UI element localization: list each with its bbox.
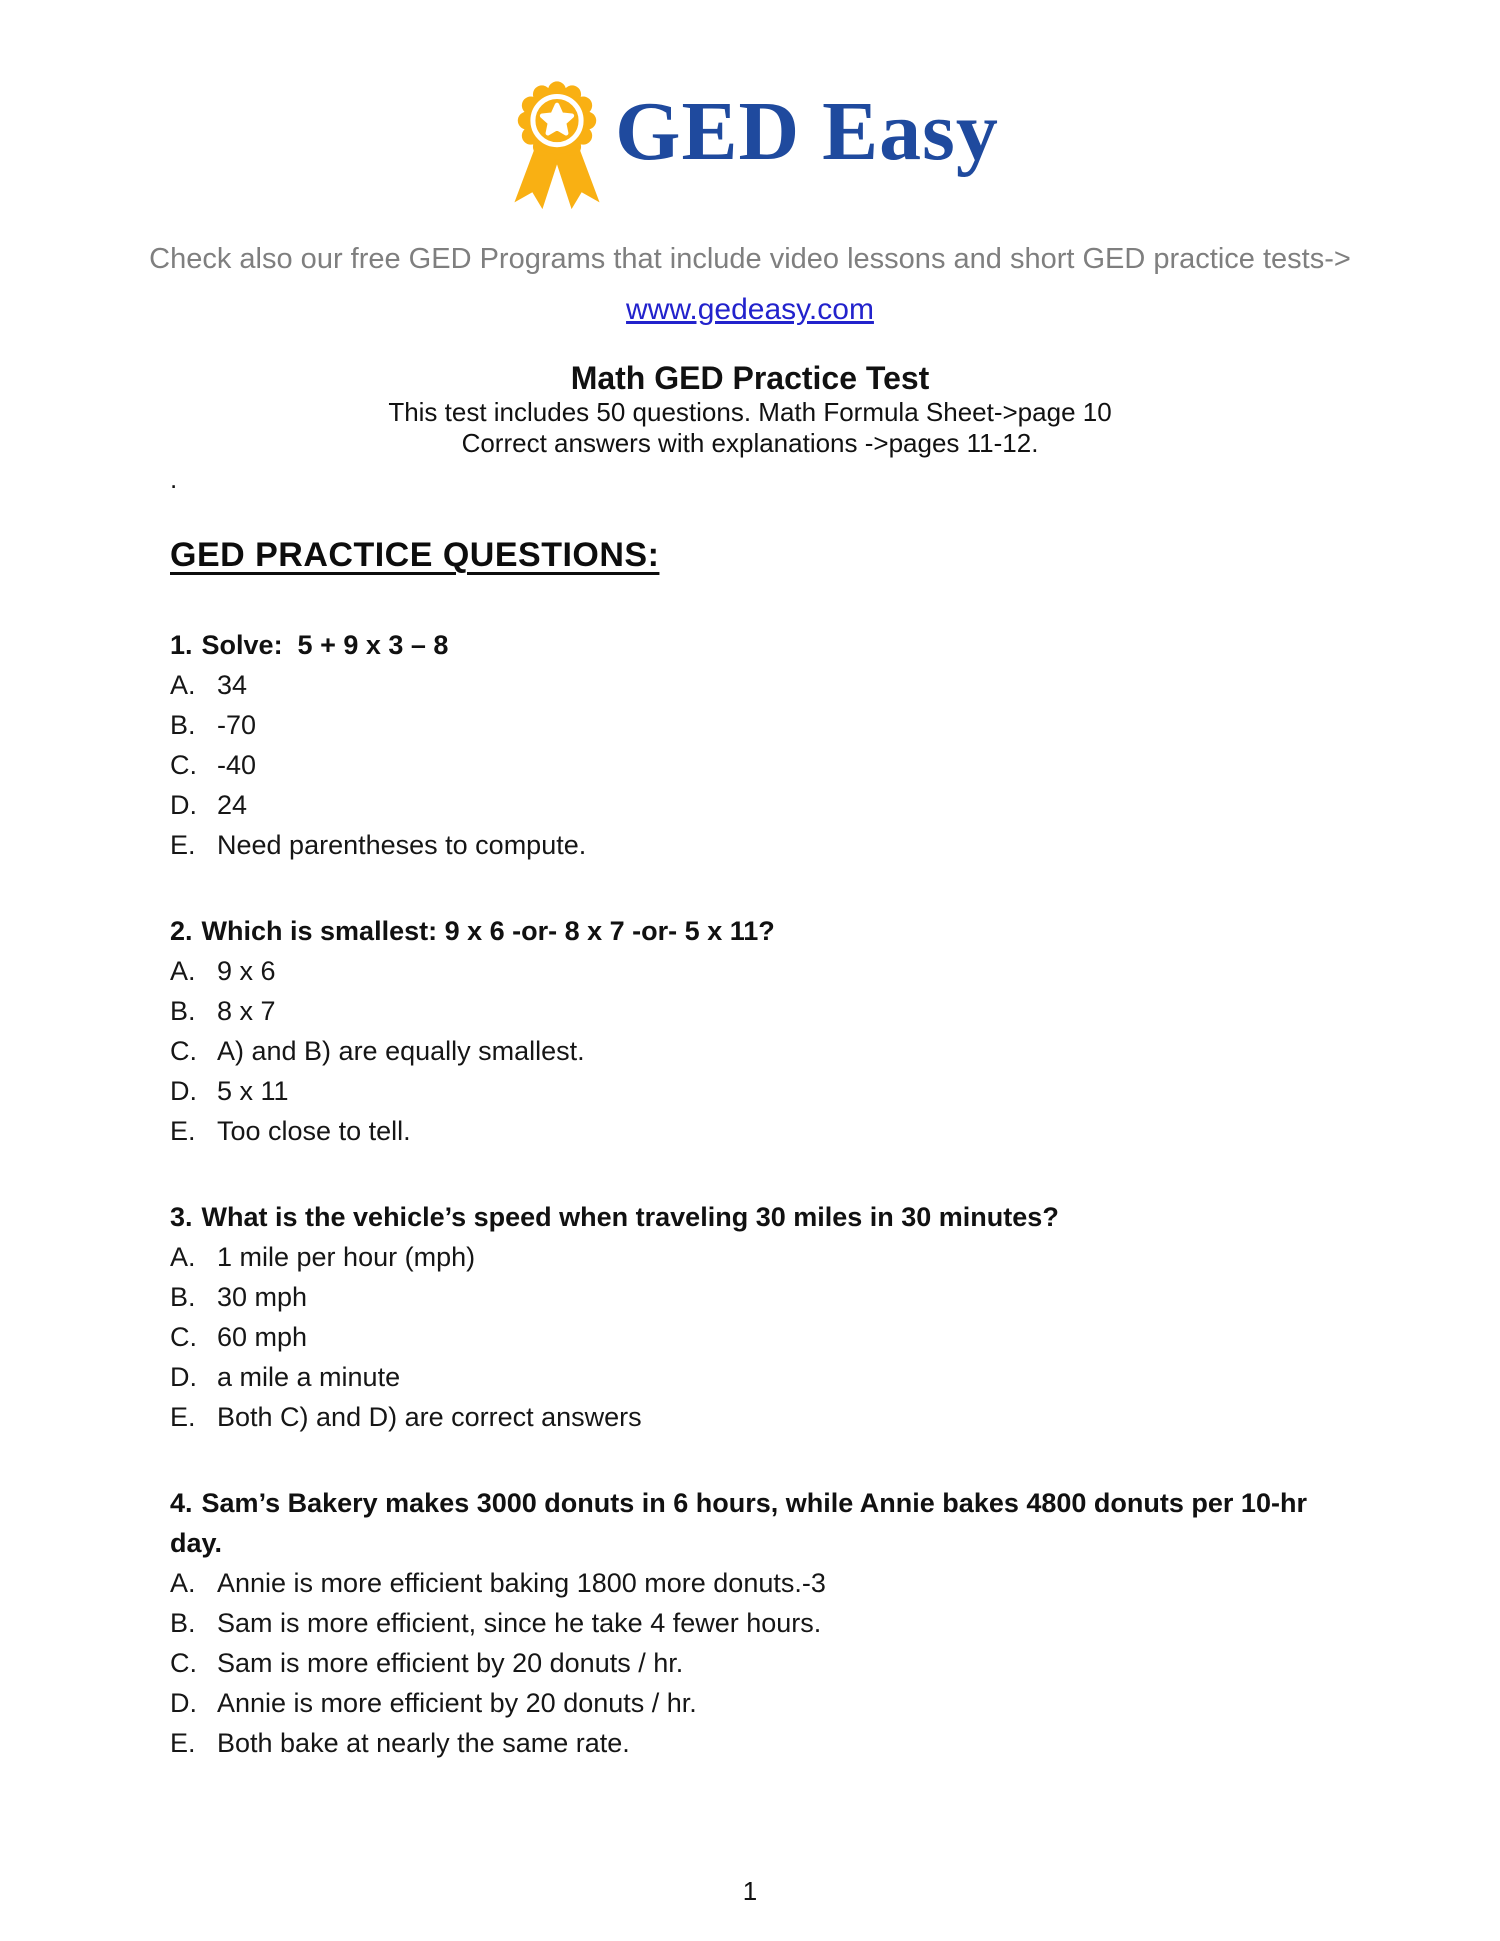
- option-row: [170, 1357, 1330, 1397]
- option-row: [170, 665, 1330, 705]
- option-letter: E.: [170, 1402, 196, 1432]
- question-prompt: [170, 1483, 1330, 1563]
- option-row: [170, 1111, 1330, 1151]
- question-text: Which is smallest: 9 x 6 -or- 8 x 7 -or- 5 x 11?: [201, 916, 775, 946]
- question-text: What is the vehicle’s speed when traveling 30 miles in 30 minutes?: [201, 1202, 1059, 1232]
- section-heading: GED PRACTICE QUESTIONS:: [170, 536, 660, 574]
- option-text: Annie is more efficient baking 1800 more donuts.-3: [217, 1568, 826, 1598]
- option-letter: D.: [170, 1688, 197, 1718]
- question-number: 2.: [170, 916, 193, 946]
- option-text: Both bake at nearly the same rate.: [217, 1728, 630, 1758]
- option-text: A) and B) are equally smallest.: [217, 1036, 585, 1066]
- option-text: -70: [217, 710, 257, 740]
- option-letter: B.: [170, 1608, 196, 1638]
- option-text: -40: [217, 750, 257, 780]
- option-letter: E.: [170, 830, 196, 860]
- option-row: [170, 951, 1330, 991]
- option-row: [170, 1071, 1330, 1111]
- option-text: Need parentheses to compute.: [217, 830, 587, 860]
- option-text: 9 x 6: [217, 956, 276, 986]
- option-row: [170, 1563, 1330, 1603]
- question-1: [170, 625, 1330, 865]
- question-number: 1.: [170, 630, 193, 660]
- option-row: [170, 1317, 1330, 1357]
- option-letter: A.: [170, 956, 196, 986]
- document-body: [0, 464, 1500, 1763]
- page-footer: [0, 1876, 1500, 1907]
- option-letter: D.: [170, 1076, 197, 1106]
- option-text: 30 mph: [217, 1282, 308, 1312]
- question-text: Sam’s Bakery makes 3000 donuts in 6 hours, while Annie bakes 4800 donuts per 10-hr day.: [170, 1488, 1315, 1558]
- stray-dot: .: [170, 464, 178, 494]
- option-row: [170, 1683, 1330, 1723]
- medal-ribbon-icon: [501, 70, 613, 216]
- question-text: Solve: 5 + 9 x 3 – 8: [201, 630, 449, 660]
- logo: [0, 0, 1500, 216]
- option-letter: C.: [170, 750, 197, 780]
- option-text: 1 mile per hour (mph): [217, 1242, 476, 1272]
- website-link[interactable]: www.gedeasy.com: [626, 293, 874, 326]
- option-letter: B.: [170, 1282, 196, 1312]
- option-letter: E.: [170, 1116, 196, 1146]
- option-letter: C.: [170, 1322, 197, 1352]
- option-text: 60 mph: [217, 1322, 308, 1352]
- option-letter: D.: [170, 790, 197, 820]
- option-text: 24: [217, 790, 248, 820]
- option-text: 8 x 7: [217, 996, 276, 1026]
- option-row: [170, 785, 1330, 825]
- option-row: [170, 1723, 1330, 1763]
- option-letter: E.: [170, 1728, 196, 1758]
- question-prompt: [170, 625, 1330, 665]
- option-letter: B.: [170, 996, 196, 1026]
- option-text: 5 x 11: [217, 1076, 289, 1106]
- subtitle-line-2: Correct answers with explanations ->pages 11-12.: [461, 428, 1039, 458]
- option-text: Annie is more efficient by 20 donuts / hr.: [217, 1688, 697, 1718]
- option-text: a mile a minute: [217, 1362, 401, 1392]
- question-prompt: [170, 1197, 1330, 1237]
- option-row: [170, 1643, 1330, 1683]
- question-2: [170, 911, 1330, 1151]
- option-row: [170, 745, 1330, 785]
- question-3: [170, 1197, 1330, 1437]
- option-row: [170, 1031, 1330, 1071]
- option-text: Too close to tell.: [217, 1116, 411, 1146]
- option-letter: D.: [170, 1362, 197, 1392]
- option-row: [170, 1237, 1330, 1277]
- tagline: Check also our free GED Programs that include video lessons and short GED practice tests->: [149, 243, 1351, 275]
- option-row: [170, 991, 1330, 1031]
- option-text: Both C) and D) are correct answers: [217, 1402, 642, 1432]
- question-number: 4.: [170, 1488, 193, 1518]
- option-letter: B.: [170, 710, 196, 740]
- option-row: [170, 825, 1330, 865]
- link-row: [0, 292, 1500, 333]
- question-4: [170, 1483, 1330, 1763]
- option-text: 34: [217, 670, 248, 700]
- option-row: [170, 1277, 1330, 1317]
- option-row: [170, 1603, 1330, 1643]
- option-letter: A.: [170, 1242, 196, 1272]
- option-text: Sam is more efficient by 20 donuts / hr.: [217, 1648, 684, 1678]
- option-letter: A.: [170, 670, 196, 700]
- option-letter: C.: [170, 1648, 197, 1678]
- subtitle-line-1: This test includes 50 questions. Math Formula Sheet->page 10: [388, 397, 1112, 427]
- brand-name: GED Easy: [615, 85, 999, 178]
- option-letter: C.: [170, 1036, 197, 1066]
- option-letter: A.: [170, 1568, 196, 1598]
- question-prompt: [170, 911, 1330, 951]
- option-row: [170, 1397, 1330, 1437]
- option-text: Sam is more efficient, since he take 4 fewer hours.: [217, 1608, 822, 1638]
- option-row: [170, 705, 1330, 745]
- page-number: 1: [742, 1876, 758, 1906]
- page-title: Math GED Practice Test: [570, 360, 930, 396]
- question-number: 3.: [170, 1202, 193, 1232]
